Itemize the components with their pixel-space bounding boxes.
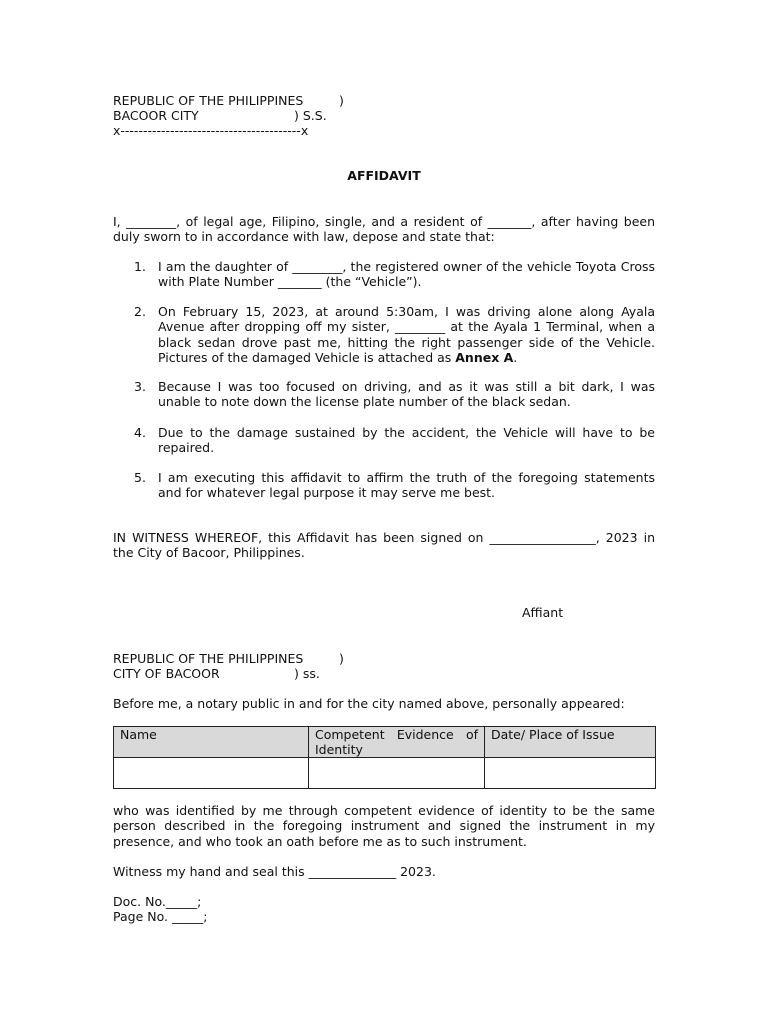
jurat-city: CITY OF BACOOR	[113, 666, 220, 681]
cell-name[interactable]	[114, 758, 309, 789]
item-number: 2.	[134, 304, 146, 319]
header-evidence-line1: Competent Evidence of	[315, 727, 478, 742]
doc-number: Doc. No._____;	[113, 894, 202, 909]
caption-city: BACOOR CITY	[113, 108, 199, 123]
item-number: 4.	[134, 425, 146, 440]
cell-date-place[interactable]	[485, 758, 656, 789]
header-name: Name	[114, 727, 309, 758]
item-text: Due to the damage sustained by the accident, the Vehicle will have to be repaired.	[158, 425, 655, 456]
caption-republic: REPUBLIC OF THE PHILIPPINES	[113, 93, 304, 108]
witness-paragraph: IN WITNESS WHEREOF, this Affidavit has been signed on _________________, 2023 in the City of Bacoor, Philippines.	[113, 530, 655, 561]
jurat-republic: REPUBLIC OF THE PHILIPPINES	[113, 651, 304, 666]
item-text-body: On February 15, 2023, at around 5:30am, I was driving alone along Ayala Avenue after dropping off my sister, ________ at the Ayala 1 Terminal, when a black sedan drove past me, hitting the right passenger side of the Vehicle. Pictures of the damaged Vehicle is attached as	[158, 304, 655, 365]
caption-separator: x----------------------------------------x	[113, 123, 309, 138]
identified-paragraph: who was identified by me through competent evidence of identity to be the same person described in the foregoing instrument and signed the instrument in my presence, and who took an oath before me as to such instrument.	[113, 803, 655, 849]
annex-label: Annex A	[455, 349, 514, 365]
caption-paren: )	[339, 93, 344, 108]
identity-table	[113, 726, 656, 789]
item-text-end: .	[513, 349, 518, 365]
page-number: Page No. _____;	[113, 909, 208, 924]
cell-evidence[interactable]	[309, 758, 485, 789]
jurat-paren: )	[339, 651, 344, 666]
item-text: Because I was too focused on driving, and as it was still a bit dark, I was unable to note down the license plate number of the black sedan.	[158, 379, 655, 410]
item-number: 5.	[134, 470, 146, 485]
item-number: 1.	[134, 259, 146, 274]
header-evidence	[309, 727, 485, 758]
document-title: AFFIDAVIT	[347, 168, 421, 183]
caption-ss: ) S.S.	[294, 108, 327, 123]
item-text: I am the daughter of ________, the registered owner of the vehicle Toyota Cross with Plate Number _______ (the “Vehicle”).	[158, 259, 655, 290]
item-text	[158, 304, 655, 365]
header-date-place: Date/ Place of Issue	[485, 727, 656, 758]
header-evidence-line2: Identity	[315, 742, 363, 757]
intro-paragraph: I, ________, of legal age, Filipino, single, and a resident of _______, after having been duly sworn to in accordance with law, depose and state that:	[113, 214, 655, 245]
table-row	[114, 758, 656, 789]
table-header-row	[114, 727, 656, 758]
affiant-label: Affiant	[522, 605, 564, 620]
jurat-ss: ) ss.	[294, 666, 320, 681]
notary-intro: Before me, a notary public in and for the city named above, personally appeared:	[113, 696, 625, 711]
item-number: 3.	[134, 379, 146, 394]
item-text: I am executing this affidavit to affirm the truth of the foregoing statements and for whatever legal purpose it may serve me best.	[158, 470, 655, 501]
seal-line: Witness my hand and seal this ______________ 2023.	[113, 864, 436, 879]
